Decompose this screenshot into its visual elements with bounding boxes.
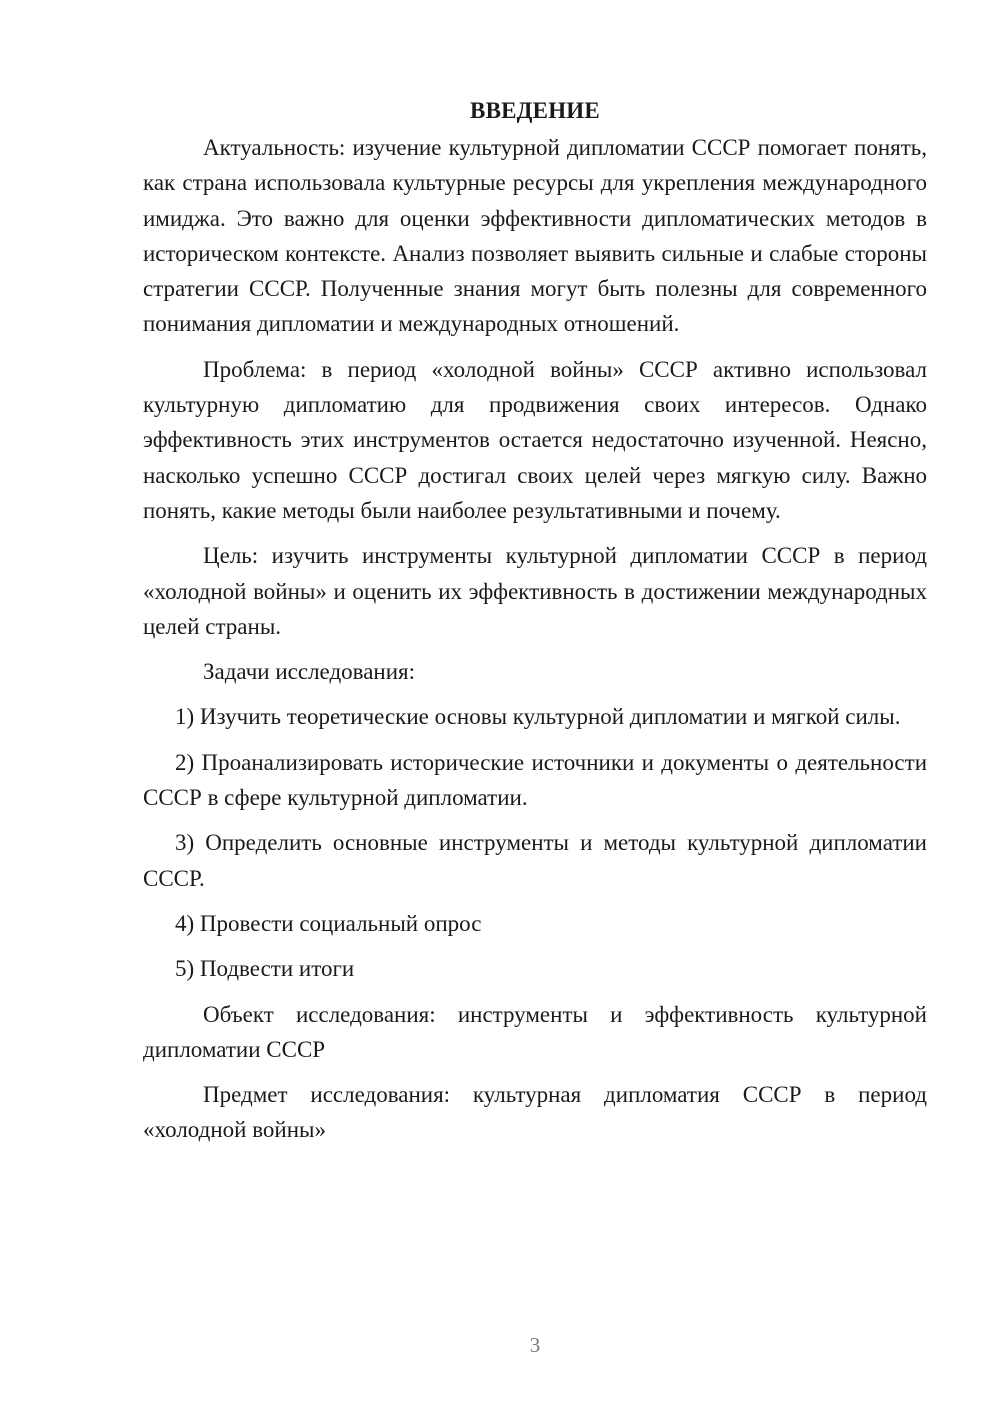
page-content — [143, 93, 927, 1158]
relevance-paragraph: Актуальность: изучение культурной дипломатии СССР помогает понять, как страна использовала культурные ресурсы для укрепления международного имиджа. Это важно для оценки эффективности дипломатических методов в историческом контексте. Анализ позволяет выявить сильные и слабые стороны стратегии СССР. Полученные знания могут быть полезны для современного понимания дипломатии и международных отношений. — [143, 135, 927, 337]
task-item-3: 3) Определить основные инструменты и методы культурной дипломатии СССР. — [143, 830, 927, 891]
tasks-heading: Задачи исследования: — [203, 659, 416, 685]
subject-paragraph: Предмет исследования: культурная дипломатия СССР в период «холодной войны» — [143, 1082, 927, 1143]
task-item-2: 2) Проанализировать исторические источники и документы о деятельности СССР в сфере культурной дипломатии. — [143, 749, 927, 811]
page-number: 3 — [529, 1333, 541, 1357]
task-item-1: 1) Изучить теоретические основы культурной дипломатии и мягкой силы. — [175, 704, 901, 730]
object-paragraph: Объект исследования: инструменты и эффективность культурной дипломатии СССР — [143, 1001, 927, 1062]
tasks-list — [143, 699, 927, 986]
task-item-4: 4) Провести социальный опрос — [175, 910, 482, 936]
problem-paragraph: Проблема: в период «холодной войны» СССР активно использовал культурную дипломатию для продвижения своих интересов. Однако эффективность этих инструментов остается недостаточно изученной. Неясно, насколько успешно СССР достигал своих целей через мягкую силу. Важно понять, какие методы были наиболее результативными и почему. — [143, 356, 927, 523]
page-title: ВВЕДЕНИЕ — [470, 98, 600, 123]
goal-paragraph: Цель: изучить инструменты культурной дипломатии СССР в период «холодной войны» и оценить их эффективность в достижении международных целей страны. — [143, 543, 927, 639]
task-item-5: 5) Подвести итоги — [175, 956, 355, 982]
